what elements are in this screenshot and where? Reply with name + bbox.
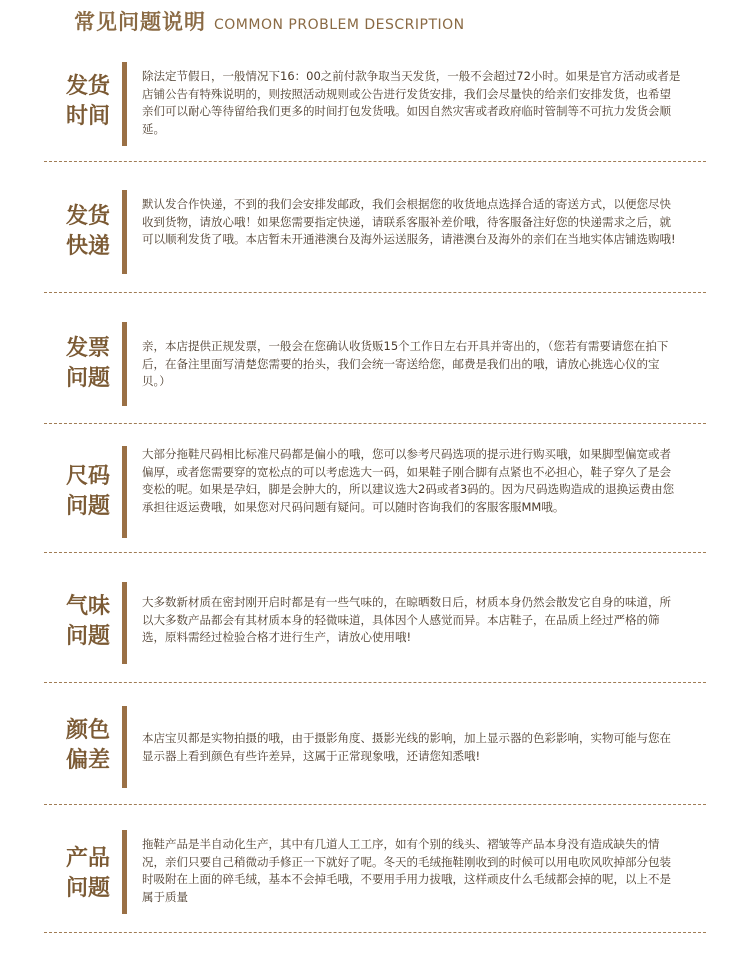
section-text: 大部分拖鞋尺码相比标准尺码都是偏小的哦，您可以参考尺码选项的提示进行购买哦，如果脚型偏宽或者偏厚，或者您需要穿的宽松点的可以考虑选大一码，如果鞋子刚合脚有点紧也不必担心，鞋子穿久了是会变松的呢。如果是孕妇，脚是会肿大的，所以建议选大2码或者3码的。因为尺码选购造成的退换运费由您承担往返运费哦，如果您对尺码问题有疑问。可以随时咨询我们的客服客服MM哦。 — [142, 447, 675, 514]
section-label-line2: 问题 — [65, 624, 110, 649]
section-label-line2: 问题 — [65, 494, 110, 519]
section-text: 本店宝贝都是实物拍摄的哦，由于摄影角度、摄影光线的影响，加上显示器的色彩影响，实物可能与您在显示器上看到颜色有些许差异，这属于正常现象哦，还请您知悉哦! — [142, 731, 671, 763]
page-title: 常见问题说明 — [74, 10, 206, 34]
section-label-line2: 问题 — [65, 876, 110, 901]
section-label-line1: 发货 — [65, 74, 110, 99]
section-divider — [44, 161, 706, 162]
section-label-line1: 气味 — [65, 594, 110, 619]
section-label-line2: 偏差 — [65, 748, 110, 773]
faq-section-size — [0, 446, 750, 538]
section-accent-bar — [122, 190, 127, 274]
section-label — [60, 462, 116, 522]
section-accent-bar — [122, 322, 127, 406]
section-label-line1: 产品 — [65, 846, 110, 871]
faq-section-invoice — [0, 322, 750, 406]
section-label — [60, 844, 116, 904]
section-label — [60, 334, 116, 394]
section-divider — [44, 932, 706, 933]
section-label-line1: 发票 — [65, 336, 110, 361]
faq-section-shipping-courier — [0, 190, 750, 274]
section-text: 亲，本店提供正规发票，一般会在您确认收货贩15个工作日左右开具并寄出的，（您若有需要请您在拍下后，在备注里面写清楚您需要的抬头，我们会统一寄送给您，邮费是我们出的哦，请放心挑选心仪的宝贝。） — [142, 339, 669, 388]
section-accent-bar — [122, 62, 127, 146]
section-label-line1: 尺码 — [65, 464, 110, 489]
section-accent-bar — [122, 446, 127, 538]
section-text: 大多数新材质在密封刚开启时都是有一些气味的，在晾晒数日后，材质本身仍然会散发它自身的味道，所以大多数产品都会有其材质本身的轻微味道，具体因个人感觉而异。本店鞋子，在品质上经过严格的筛选，原料需经过检验合格才进行生产，请放心使用哦! — [142, 595, 671, 644]
section-divider — [44, 552, 706, 553]
section-accent-bar — [122, 706, 127, 788]
page-subtitle: COMMON PROBLEM DESCRIPTION — [214, 17, 465, 33]
section-label-line1: 发货 — [65, 204, 110, 229]
faq-section-shipping-time — [0, 62, 750, 146]
section-text: 拖鞋产品是半自动化生产，其中有几道人工工序，如有个别的线头、褶皱等产品本身没有造成缺失的情况，亲们只要自己稍微动手修正一下就好了呢。冬天的毛绒拖鞋刚收到的时候可以用电吹风吹掉部分包装时吸附在上面的碎毛绒，基本不会掉毛哦，不要用手用力拔哦，这样顽皮什么毛绒都会掉的呢，以上不是属于质量 — [142, 837, 671, 904]
section-label-line1: 颜色 — [65, 718, 110, 743]
section-label — [60, 592, 116, 652]
faq-section-product — [0, 830, 750, 914]
faq-section-color — [0, 706, 750, 788]
section-divider — [44, 423, 706, 424]
faq-section-smell — [0, 582, 750, 664]
page-header — [74, 6, 465, 34]
section-text: 默认发合作快递，不到的我们会安排发邮政，我们会根据您的收货地点选择合适的寄送方式，以便您尽快收到货物，请放心哦！如果您需要指定快递，请联系客服补差价哦，待客服备注好您的快递需求之后，就可以顺利发货了哦。本店暂未开通港澳台及海外运送服务，请港澳台及海外的亲们在当地实体店铺选购哦! — [142, 197, 676, 246]
section-label — [60, 716, 116, 776]
section-divider — [44, 292, 706, 293]
section-accent-bar — [122, 830, 127, 914]
section-label-line2: 快递 — [65, 234, 110, 259]
section-text: 除法定节假日，一般情况下16：00之前付款争取当天发货，一般不会超过72小时。如果是官方活动或者是店铺公告有特殊说明的，则按照活动规则或公告进行发货安排，我们会尽量快的给亲们安排发货，也希望亲们可以耐心等待留给我们更多的时间打包发货哦。如因自然灾害或者政府临时管制等不可抗力发货会顺延。 — [142, 69, 681, 136]
section-accent-bar — [122, 582, 127, 664]
section-label-line2: 问题 — [65, 366, 110, 391]
section-label — [60, 202, 116, 262]
section-label-line2: 时间 — [65, 104, 110, 129]
section-label — [60, 72, 116, 132]
section-divider — [44, 804, 706, 805]
section-divider — [44, 682, 706, 683]
